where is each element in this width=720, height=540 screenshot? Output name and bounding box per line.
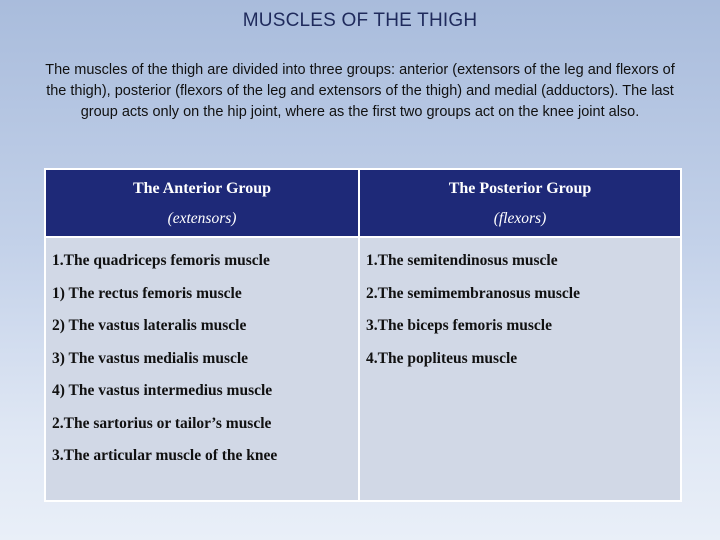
column-divider xyxy=(358,170,360,500)
anterior-group-list xyxy=(52,250,352,478)
list-item: 4) The vastus intermedius muscle xyxy=(52,382,273,399)
list-item: 1.The semitendinosus muscle xyxy=(366,252,558,269)
posterior-group-list xyxy=(366,250,674,380)
muscle-groups-table xyxy=(44,168,682,502)
list-item: 1.The quadriceps femoris muscle xyxy=(52,252,270,269)
list-item: 2) The vastus lateralis muscle xyxy=(52,317,247,334)
header-divider xyxy=(46,236,680,238)
posterior-group-title: The Posterior Group xyxy=(448,180,592,197)
list-item: 2.The sartorius or tailor’s muscle xyxy=(52,414,272,432)
anterior-group-header xyxy=(46,170,358,236)
list-item: 3) The vastus medialis muscle xyxy=(52,349,249,367)
list-item: 2.The semimembranosus muscle xyxy=(366,284,580,302)
posterior-group-subtitle: (flexors) xyxy=(493,210,547,227)
anterior-group-subtitle: (extensors) xyxy=(167,210,237,227)
list-item: 3.The biceps femoris muscle xyxy=(366,317,552,334)
anterior-group-title: The Anterior Group xyxy=(132,180,272,197)
table-header xyxy=(46,170,680,236)
intro-paragraph: The muscles of the thigh are divided into three groups: anterior (extensors of the leg and flexors of the thigh), posterior (flexors of the leg and extensors of the thigh) and medial (adductors). The last group acts only on the hip joint, where as the first two groups act on the knee joint also. xyxy=(45,62,675,120)
posterior-group-header xyxy=(360,170,680,236)
list-item: 3.The articular muscle of the knee xyxy=(52,447,278,464)
list-item: 1) The rectus femoris muscle xyxy=(52,284,242,302)
list-item: 4.The popliteus muscle xyxy=(366,349,518,367)
page-title: MUSCLES OF THE THIGH xyxy=(242,10,478,31)
